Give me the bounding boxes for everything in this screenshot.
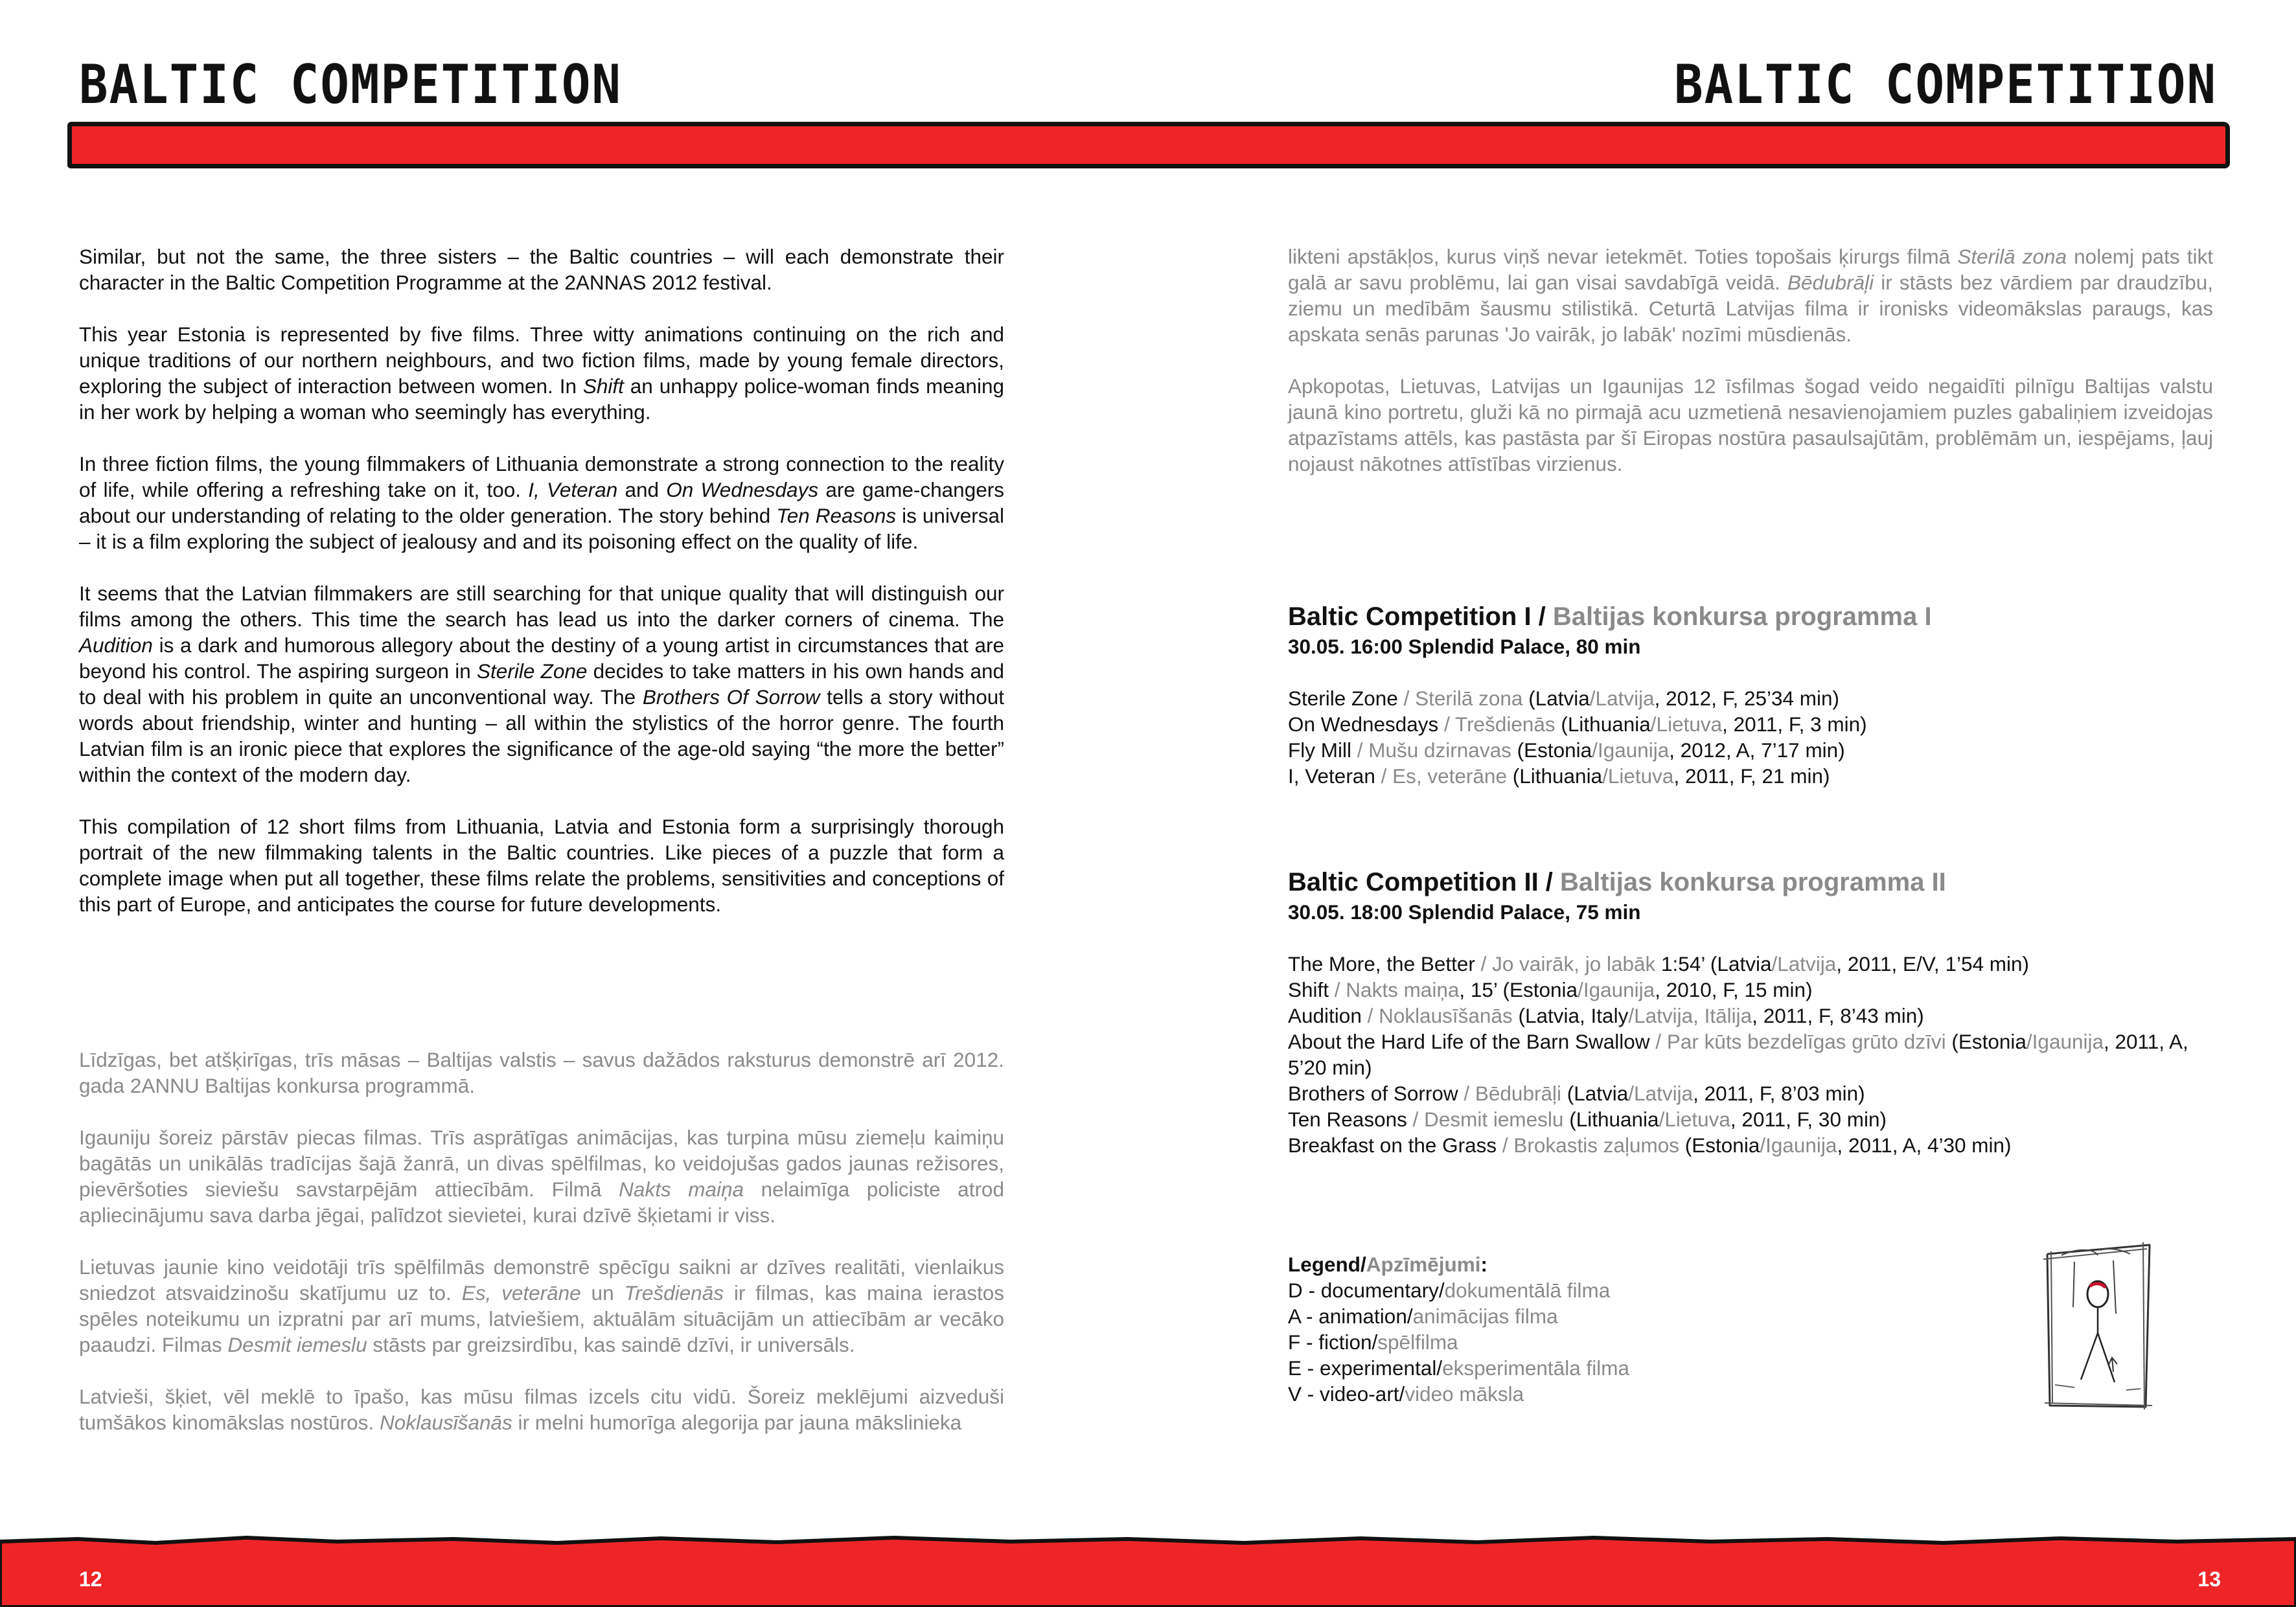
film-entry: Audition / Noklausīšanās (Latvia, Italy/Latvija, Itālija, 2011, F, 8’43 min) <box>1288 1004 1924 1027</box>
paragraph: likteni apstākļos, kurus viņš nevar ietekmēt. Toties topošais ķirurgs filmā Sterilā zona nolemj pats tikt galā ar savu problēmu, lai gan visai savdabīgā veidā. Bēdubrāļi ir stāsts bez vārdiem par draudzību, ziemu un medībām šausmu stilistikā. Ceturtā Latvijas filma ir ironisks videomākslas paraugs, kas apskata senās parunas 'Jo vairāk, jo labāk' nozīmi mūsdienās. <box>1288 245 2213 346</box>
film-list <box>1288 951 2221 1158</box>
film-list <box>1288 685 2221 789</box>
paragraph: Igauniju šoreiz pārstāv piecas filmas. Trīs asprātīgas animācijas, kas turpina mūsu ziemeļu kaimiņu bagātās un unikālās tradīcijas šajā žanrā, un divas spēlfilmas, ko veidojušas gados jaunas režisores, pievēršoties sieviešu savstarpējām attiecībām. Filmā Nakts maiņa nelaimīga policiste atrod apliecinājumu sava darba jēgai, palīdzot sievietei, kurai dzīvē šķietami ir viss. <box>79 1126 1004 1227</box>
film-entry: I, Veteran / Es, veterāne (Lithuania/Lietuva, 2011, F, 21 min) <box>1288 764 1830 788</box>
page-title-right: BALTIC COMPETITION <box>1674 53 2217 117</box>
header-red-bar <box>67 122 2230 168</box>
program-1 <box>1288 600 2221 789</box>
film-entry: Fly Mill / Mušu dzirnavas (Estonia/Igaunija, 2012, A, 7’17 min) <box>1288 738 1845 762</box>
program-details: 30.05. 18:00 Splendid Palace, 75 min <box>1288 900 1641 924</box>
paragraph: Similar, but not the same, the three sisters – the Baltic countries – will each demonstrate their character in the Baltic Competition Programme at the 2ANNAS 2012 festival. <box>79 245 1004 294</box>
legend-item: F - fiction/spēlfilma <box>1288 1330 1458 1354</box>
paragraph: This compilation of 12 short films from Lithuania, Latvia and Estonia form a surprisingly thorough portrait of the new filmmaking talents in the Baltic countries. Like pieces of a puzzle that form a complete image when put all together, these films relate the problems, sensitivities and conceptions of this part of Europe, and anticipates the course for future developments. <box>79 815 1004 916</box>
legend-list <box>1288 1277 1629 1407</box>
paragraph: It seems that the Latvian filmmakers are still searching for that unique quality that will distinguish our films among the others. This time the search has lead us into the darker corners of cinema. The Audition is a dark and humorous allegory about the destiny of a young artist in circumstances that are beyond his control. The aspiring surgeon in Sterile Zone decides to take matters in his own hands and to deal with his problem in quite an unconventional way. The Brothers Of Sorrow tells a story without words about friendship, winter and hunting – all within the stylistics of the horror genre. The fourth Latvian film is an ironic piece that explores the significance of the age-old saying “the more the better” within the context of the modern day. <box>79 582 1005 786</box>
paragraph: Līdzīgas, bet atšķirīgas, trīs māsas – Baltijas valstis – savus dažādos raksturus demonstrē arī 2012. gada 2ANNU Baltijas konkursa programmā. <box>79 1048 1004 1097</box>
film-entry: The More, the Better / Jo vairāk, jo labāk 1:54’ (Latvia/Latvija, 2011, E/V, 1’54 min) <box>1288 952 2029 975</box>
program-title: Baltic Competition II / Baltijas konkursa programma II <box>1288 868 1946 896</box>
program-title: Baltic Competition I / Baltijas konkursa programma I <box>1288 602 1932 631</box>
legend-item: D - documentary/dokumentālā filma <box>1288 1279 1611 1302</box>
paragraph: Latvieši, šķiet, vēl meklē to īpašo, kas mūsu filmas izcels citu vidū. Šoreiz meklējumi aizveduši tumšākos kinomākslas nostūros. Noklausīšanās ir melni humorīga alegorija par jauna mākslinieka <box>79 1385 1004 1434</box>
paragraph: Lietuvas jaunie kino veidotāji trīs spēlfilmās demonstrē spēcīgu saikni ar dzīves realitāti, vienlaikus sniedzot atsvaidzinošu skatījumu uz to. Es, veterāne un Trešdienās ir filmas, kas maina ierastos spēles noteikumu un izpratni par arī mums, latviešiem, aktuālām situācijām un attiecībām ar vecāko paaudzi. Filmas Desmit iemeslu stāsts par greizsirdību, kas saindē dzīvi, ir universāls. <box>79 1255 1004 1356</box>
legend-title: Legend/Apzīmējumi: <box>1288 1253 1488 1276</box>
intro-latvian <box>79 1047 1004 1461</box>
intro-english <box>79 244 1004 943</box>
paragraph: Apkopotas, Lietuvas, Latvijas un Igaunijas 12 īsfilmas šogad veido negaidīti pilnīgu Baltijas valstu jaunā kino portretu, gluži kā no pirmajā acu uzmetienā nesavienojamiem puzles gabaliņiem izveidojas atpazīstams attēls, kas pastāsta par šī Eiropas nostūra pasaulsajūtām, problēmām un, iespējams, ļauj nojaust nākotnes attīstības virzienus. <box>1288 374 2213 475</box>
film-entry: Shift / Nakts maiņa, 15’ (Estonia/Igaunija, 2010, F, 15 min) <box>1288 978 1813 1001</box>
program-2 <box>1288 865 2221 1158</box>
film-entry: Brothers of Sorrow / Bēdubrāļi (Latvia/Latvija, 2011, F, 8’03 min) <box>1288 1082 1865 1105</box>
page-number-right: 13 <box>2198 1567 2221 1591</box>
page-title-left: BALTIC COMPETITION <box>79 53 622 117</box>
intro-latvian-continued <box>1288 244 2213 503</box>
film-entry: Sterile Zone / Sterilā zona (Latvia/Latvija, 2012, F, 25’34 min) <box>1288 687 1840 710</box>
footer-red-bar <box>0 1533 2296 1607</box>
film-entry: On Wednesdays / Trešdienās (Lithuania/Lietuva, 2011, F, 3 min) <box>1288 712 1867 736</box>
page-number-left: 12 <box>79 1567 102 1591</box>
program-details: 30.05. 16:00 Splendid Palace, 80 min <box>1288 635 1641 658</box>
legend <box>1288 1251 1629 1407</box>
film-entry: Breakfast on the Grass / Brokastis zaļumos (Estonia/Igaunija, 2011, A, 4’30 min) <box>1288 1134 2012 1157</box>
hand-drawn-figure-illustration <box>2036 1236 2159 1411</box>
legend-item: V - video-art/video māksla <box>1288 1382 1524 1406</box>
legend-item: E - experimental/eksperimentāla filma <box>1288 1356 1629 1380</box>
film-entry: Ten Reasons / Desmit iemeslu (Lithuania/Lietuva, 2011, F, 30 min) <box>1288 1108 1887 1131</box>
paragraph: In three fiction films, the young filmmakers of Lithuania demonstrate a strong connection to the reality of life, while offering a refreshing take on it, too. I, Veteran and On Wednesdays are game-changers about our understanding of relating to the older generation. The story behind Ten Reasons is universal – it is a film exploring the subject of jealousy and and its poisoning effect on the quality of life. <box>79 452 1004 553</box>
paragraph: This year Estonia is represented by five films. Three witty animations continuing on the rich and unique traditions of our northern neighbours, and two fiction films, made by young female directors, exploring the subject of interaction between women. In Shift an unhappy police-woman finds meaning in her work by helping a woman who seemingly has everything. <box>79 323 1004 424</box>
legend-item: A - animation/animācijas filma <box>1288 1305 1558 1328</box>
film-entry: About the Hard Life of the Barn Swallow / Par kūts bezdelīgas grūto dzīvi (Estonia/Igaunija, 2011, A, 5’20 min) <box>1288 1030 2188 1079</box>
